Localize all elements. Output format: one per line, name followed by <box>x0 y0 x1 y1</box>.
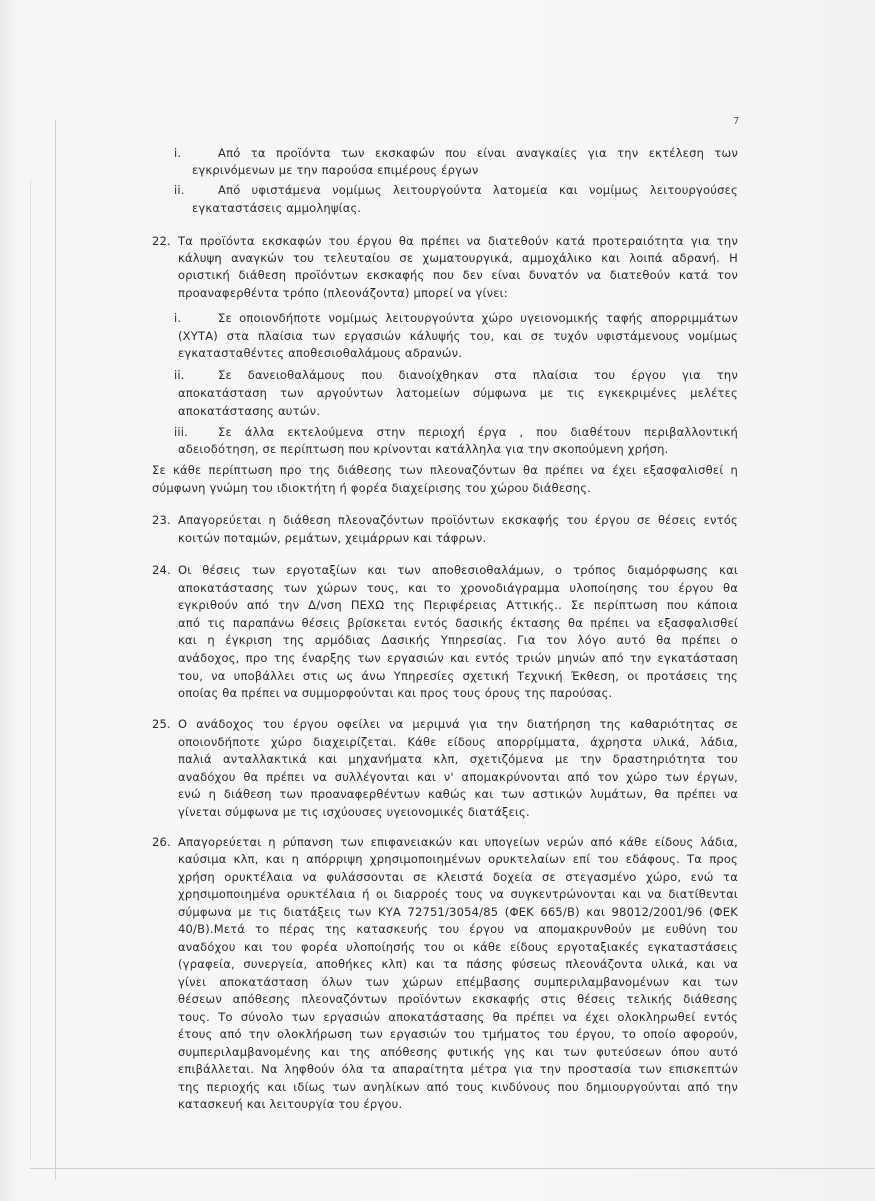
paragraph-line: χρήση ορυκτέλαια να φυλάσσονται σε κλειστά δοχεία σε στεγασμένο χώρο, ενώ τα <box>178 870 738 884</box>
paragraph-line: Σε κάθε περίπτωση προ της διάθεσης των πλεοναζόντων θα πρέπει να έχει εξασφαλισθεί η <box>152 463 738 477</box>
paragraph-line: ενώ η διάθεση των προαναφερθέντων καθώς και των αστικών λυμάτων, θα πρέπει να <box>178 787 738 801</box>
item-marker: i. <box>174 146 182 160</box>
paragraph-line: (γραφεία, συνεργεία, αποθήκες κλπ) και τα πάσης φύσεως πλεονάζοντα υλικά, και να <box>178 957 738 971</box>
item-marker: iii. <box>174 425 189 439</box>
paragraph-line: ανάδοχος, προ της έναρξης των εργασιών και εντός τριών μηνών από την εγκατάσταση <box>178 651 738 665</box>
paragraph-line: παλιά ανταλλακτικά και μηχανήματα κλπ, σχετιζόμενα με την δραστηριότητα του <box>178 752 738 766</box>
item-marker: ii. <box>174 183 185 197</box>
section-number: 26. <box>152 835 171 849</box>
item-line: Σε οποιονδήποτε νομίμως λειτουργούντα χώρο υγειονομικής ταφής απορριμμάτων <box>218 311 738 325</box>
paragraph-line: της περιοχής και ιδίως των ανηλίκων από τους κινδύνους που δημιουργούνται από την <box>178 1080 738 1094</box>
paragraph-line: γίνει αποκατάσταση όλων των χώρων επέμβασης συμπεριλαμβανομένων και των <box>178 975 738 989</box>
section-number: 25. <box>152 717 171 731</box>
paragraph-line: και η έγκριση της αρμόδιας Δασικής Υπηρεσίας. Για τον λόγο αυτό θα πρέπει ο <box>178 633 738 647</box>
paragraph-line: αποκατάστασης των χώρων τους, και το χρονοδιάγραμμα υλοποίησης του έργου θα <box>178 581 738 595</box>
paragraph-line: προαναφερθέντα τρόπο (πλεονάζοντα) μπορεί να γίνει: <box>178 286 508 300</box>
item-line: Σε άλλα εκτελούμενα στην περιοχή έργα , που διαθέτουν περιβαλλοντική <box>218 425 738 439</box>
paragraph-line: σύμφωνη γνώμη του ιδιοκτήτη ή φορέα διαχείρισης του χώρου διάθεσης. <box>152 481 592 495</box>
item-line: αποκατάστασης αυτών. <box>178 404 321 418</box>
item-marker: i. <box>174 311 182 325</box>
paragraph-line: επιβάλλεται. Να ληφθούν όλα τα απαραίτητα μέτρα για την προστασία των επισκεπτών <box>178 1062 738 1076</box>
item-line: (ΧΥΤΑ) στα πλαίσια των εργασιών κάλυψής του, και σε τυχόν υφιστάμενους νομίμως <box>178 329 738 343</box>
scan-margin-line <box>30 180 31 1160</box>
paragraph-line: χρησιμοποιημένα ορυκτέλαια ή οι διαρροές τους να συγκεντρώνονται και να διατίθενται <box>178 887 738 901</box>
item-line: εγκαταστάσεις αμμοληψίας. <box>192 201 362 215</box>
page-number: 7 <box>733 116 740 127</box>
paragraph-line: 40/Β).Μετά το πέρας της κατασκευής του έργου να απομακρυνθούν με ευθύνη του <box>178 922 738 936</box>
item-line: εγκρινόμενων με την παρούσα επιμέρους έργων <box>192 163 479 177</box>
section-number: 22. <box>152 234 171 248</box>
paragraph-line: οριστική διάθεση προϊόντων εκσκαφής που δεν είναι δυνατόν να διατεθούν κατά τον <box>178 268 738 282</box>
paragraph-line: συμπεριλαμβανομένης και της απόθεσης φυτικής γης και των φυτεύσεων όπου αυτό <box>178 1045 738 1059</box>
paragraph-line: γίνεται σύμφωνα με τις ισχύουσες υγειονομικές διατάξεις. <box>178 805 530 819</box>
paragraph-line: κατασκευή και λειτουργία του έργου. <box>178 1097 403 1111</box>
paragraph-line: οποιονδήποτε χώρο διαχειρίζεται. Κάθε είδους απορρίμματα, άχρηστα υλικά, λάδια, <box>178 735 738 749</box>
paragraph-line: αναδόχου και του φορέα υλοποίησής του οι κάθε είδους εργοταξιακές εγκαταστάσεις <box>178 940 738 954</box>
section-number: 23. <box>152 513 171 527</box>
paragraph-line: του, να υποβάλλει στις ως άνω Υπηρεσίες σχετική Τεχνική Έκθεση, οι προτάσεις της <box>178 669 738 683</box>
paragraph-line: κοιτών ποταμών, ρεμάτων, χειμάρρων και τάφρων. <box>178 531 487 545</box>
paragraph-line: θέσεων απόθεσης πλεοναζόντων προϊόντων εκσκαφής στις θέσεις τελικής διάθεσης <box>178 992 738 1006</box>
item-line: Σε δανειοθαλάμους που διανοίχθηκαν στα πλαίσια του έργου για την <box>218 368 738 382</box>
section-number: 24. <box>152 563 171 577</box>
paragraph-line: καύσιμα κλπ, και η απόρριψη χρησιμοποιημένων ορυκτελαίων επί του εδάφους. Τα προς <box>178 852 738 866</box>
paragraph-line: Απαγορεύεται η ρύπανση των επιφανειακών και υπογείων νερών από κάθε είδους λάδια, <box>178 835 738 849</box>
paragraph-line: κάλυψη αναγκών του τελευταίου σε χωματουργικά, αμμοχάλικο και λοιπά αδρανή. Η <box>178 251 738 265</box>
item-line: αποκατάσταση των αργούντων λατομείων σύμφωνα με τις εγκεκριμένες μελέτες <box>178 386 738 400</box>
item-line: Από τα προϊόντα των εκσκαφών που είναι αναγκαίες για την εκτέλεση των <box>218 146 738 160</box>
paragraph-line: Απαγορεύεται η διάθεση πλεοναζόντων προϊόντων εκσκαφής του έργου σε θέσεις εντός <box>178 513 738 527</box>
scan-margin-line <box>55 120 56 1180</box>
paragraph-line: τους. Το σύνολο των εργασιών αποκατάστασης θα πρέπει να έχει ολοκληρωθεί εντός <box>178 1010 738 1024</box>
item-line: Από υφιστάμενα νομίμως λειτουργούντα λατομεία και νομίμως λειτουργούσες <box>218 183 738 197</box>
paragraph-line: έτους από την ολοκλήρωση των εργασιών του τμήματος του έργου, το οποίο αφορούν, <box>178 1027 738 1041</box>
item-marker: ii. <box>174 368 185 382</box>
paragraph-line: αναδόχου θα πρέπει να συλλέγονται και ν' απομακρύνονται από τον χώρο των έργων, <box>178 770 738 784</box>
paragraph-line: από τις παραπάνω θέσεις βρίσκεται εντός δασικής έκτασης θα πρέπει να εξασφαλισθεί <box>178 616 738 630</box>
paragraph-line: Τα προϊόντα εκσκαφών του έργου θα πρέπει να διατεθούν κατά προτεραιότητα για την <box>178 234 738 248</box>
item-line: αδειοδότηση, σε περίπτωση που κρίνονται κατάλληλα για την σκοπούμενη χρήση. <box>178 442 669 456</box>
scan-bottom-edge <box>30 1168 875 1169</box>
item-line: εγκατασταθέντες αποθεσιοθαλάμους αδρανών. <box>178 346 463 360</box>
paragraph-line: σύμφωνα με τις διατάξεις των ΚΥΑ 72751/3054/85 (ΦΕΚ 665/Β) και 98012/2001/96 (ΦΕΚ <box>178 905 738 919</box>
paragraph-line: Ο ανάδοχος του έργου οφείλει να μεριμνά για την διατήρηση της καθαριότητας σε <box>178 717 738 731</box>
paragraph-line: οποίας θα πρέπει να συμμορφούνται και προς τους όρους της παρούσας. <box>178 686 613 700</box>
paragraph-line: εγκριθούν από την Δ/νση ΠΕΧΩ της Περιφέρειας Αττικής.. Σε περίπτωση που κάποια <box>178 598 738 612</box>
paragraph-line: Οι θέσεις των εργοταξίων και των αποθεσιοθαλάμων, ο τρόπος διαμόρφωσης και <box>178 563 738 577</box>
